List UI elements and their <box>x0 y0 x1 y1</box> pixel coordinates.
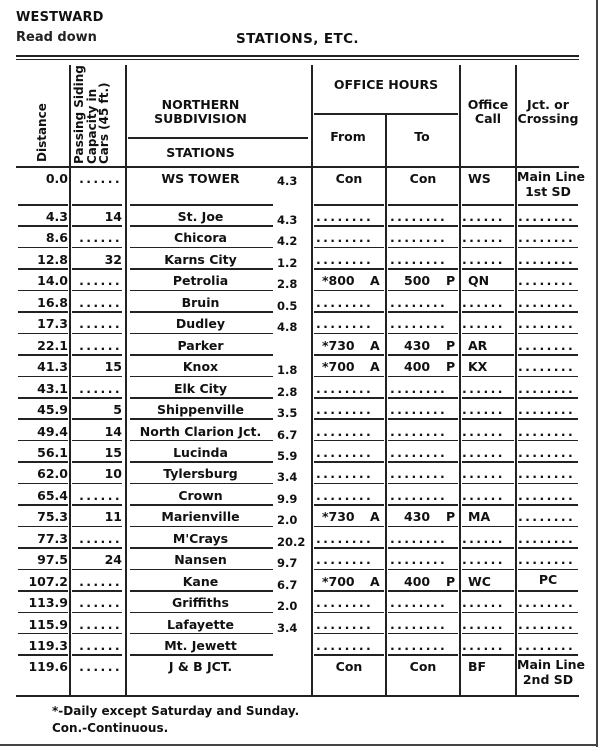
office-to-empty-dots: ........ <box>390 595 448 611</box>
office-call-empty-dots: ...... <box>462 466 505 482</box>
office-from-empty-dots: ........ <box>316 209 374 224</box>
table-row <box>0 421 600 442</box>
siding-empty-dots: ...... <box>79 530 122 546</box>
table-row <box>0 335 600 356</box>
header-rule <box>16 55 579 57</box>
station-name: St. Joe <box>177 209 224 224</box>
office-from-empty-dots: ........ <box>316 616 374 632</box>
siding-capacity-cell: 32 <box>104 251 122 267</box>
station-name: Knox <box>182 359 219 375</box>
office-to-empty-dots: ........ <box>390 380 448 396</box>
office-call-empty-dots: ...... <box>462 251 505 267</box>
inter-station-distance: 1.2 <box>277 255 298 270</box>
siding-empty-dots: ...... <box>79 230 122 246</box>
station-name: Shippenville <box>157 402 244 418</box>
junction-empty-dots: ........ <box>518 294 576 310</box>
column-header-from: From <box>330 129 366 144</box>
office-to-empty-dots: ........ <box>390 466 448 482</box>
inter-station-distance: 4.3 <box>277 174 298 188</box>
passing-header-line3: Cars (45 ft.) <box>97 82 112 164</box>
siding-empty-dots: ...... <box>79 573 122 589</box>
office-call-empty-dots: ...... <box>462 402 505 418</box>
siding-capacity-cell: 15 <box>104 359 122 375</box>
inter-station-distance: 9.9 <box>277 491 298 506</box>
column-header-office-call <box>460 98 516 127</box>
office-from-time: *800 <box>322 273 355 289</box>
table-row <box>0 506 600 527</box>
station-name: Dudley <box>175 316 226 332</box>
office-from-empty-dots: ........ <box>316 595 374 611</box>
distance-cell: 56.1 <box>37 444 68 460</box>
office-from-empty-dots: ........ <box>316 251 374 267</box>
office-call-empty-dots: ...... <box>462 595 505 611</box>
inter-station-distance: 2.8 <box>277 277 298 292</box>
siding-capacity-cell: 15 <box>104 444 122 460</box>
inter-station-distance: 3.5 <box>277 406 298 421</box>
siding-empty-dots: ...... <box>79 380 122 396</box>
office-call-empty-dots: ...... <box>462 294 505 310</box>
office-to-empty-dots: ........ <box>390 487 448 503</box>
office-from-ampm: A <box>370 337 380 353</box>
office-call-code: AR <box>468 337 488 353</box>
office-from-empty-dots: ........ <box>316 423 374 439</box>
office-from-empty-dots: ........ <box>316 466 374 482</box>
office-call-empty-dots: ...... <box>462 552 505 568</box>
distance-cell: 0.0 <box>45 171 68 186</box>
passing-header-line1: Passing Siding <box>72 65 86 164</box>
inter-station-distance: 6.7 <box>277 577 298 592</box>
office-to-empty-dots: ........ <box>390 251 448 267</box>
station-name: WS TOWER <box>161 171 240 186</box>
table-row <box>0 592 600 613</box>
distance-cell: 45.9 <box>37 402 68 418</box>
junction-empty-dots: ........ <box>518 616 576 632</box>
table-row <box>0 399 600 420</box>
office-to-empty-dots: ........ <box>390 444 448 460</box>
distance-cell: 17.3 <box>37 316 68 332</box>
distance-cell: 43.1 <box>37 380 68 396</box>
distance-cell: 12.8 <box>37 251 68 267</box>
jct-line1: Jct. or <box>527 97 569 112</box>
station-name: Lafayette <box>167 616 234 632</box>
junction-line1: Main Line <box>517 657 586 673</box>
station-name: North Clarion Jct. <box>139 423 262 439</box>
distance-header-text: Distance <box>35 103 49 162</box>
junction-empty-dots: ........ <box>518 423 576 439</box>
office-call-empty-dots: ...... <box>462 444 505 460</box>
table-bottom-rule <box>16 695 579 697</box>
office-from-time: *730 <box>322 337 355 353</box>
station-name: Karns City <box>164 251 237 267</box>
junction-empty-dots: ........ <box>518 552 576 568</box>
footnote-daily: *-Daily except Saturday and Sunday. <box>52 704 300 718</box>
station-name: Petrolia <box>172 273 229 289</box>
office-to-empty-dots: ........ <box>390 616 448 632</box>
page-border-bottom <box>0 744 598 746</box>
footnote-continuous: Con.-Continuous. <box>52 721 169 735</box>
junction-empty-dots: ........ <box>518 209 576 224</box>
station-name: Kane <box>182 573 219 589</box>
office-to-ampm: P <box>446 573 456 589</box>
subdivision-header <box>128 98 273 127</box>
office-call-code: MA <box>468 509 491 525</box>
station-name: M'Crays <box>172 530 229 546</box>
table-row <box>0 463 600 484</box>
office-call-empty-dots: ...... <box>462 423 505 439</box>
column-header-office-hours: OFFICE HOURS <box>333 77 439 92</box>
table-row <box>0 313 600 334</box>
station-name: Parker <box>177 337 224 353</box>
junction-empty-dots: ........ <box>518 466 576 482</box>
siding-empty-dots: ...... <box>79 171 122 186</box>
siding-capacity-cell: 11 <box>104 509 122 525</box>
office-to-ampm: P <box>446 359 456 375</box>
inter-station-distance: 4.8 <box>277 320 298 335</box>
junction-empty-dots: ........ <box>518 509 576 525</box>
junction-empty-dots: ........ <box>518 402 576 418</box>
office-from-empty-dots: ........ <box>316 230 374 246</box>
inter-station-distance: 4.3 <box>277 213 298 227</box>
office-call-line1: Office <box>467 97 509 112</box>
distance-cell: 22.1 <box>37 337 68 353</box>
inter-station-distance: 2.0 <box>277 599 298 614</box>
office-call-empty-dots: ...... <box>462 380 505 396</box>
office-call-code: KX <box>468 359 488 375</box>
junction-line2: 2nd SD <box>522 672 574 688</box>
office-call-code: QN <box>468 273 490 289</box>
distance-cell: 97.5 <box>37 552 68 568</box>
siding-empty-dots: ...... <box>79 616 122 632</box>
office-to-empty-dots: ........ <box>390 294 448 310</box>
office-from-empty-dots: ........ <box>316 380 374 396</box>
office-to-time: 400 <box>404 573 431 589</box>
distance-cell: 14.0 <box>37 273 68 289</box>
office-to-time: 400 <box>404 359 431 375</box>
station-name: Marienville <box>161 509 240 525</box>
distance-cell: 49.4 <box>37 423 68 439</box>
jct-line2: Crossing <box>517 111 579 127</box>
page-title: STATIONS, ETC. <box>236 31 359 47</box>
table-row <box>0 656 600 694</box>
inter-station-distance: 4.2 <box>277 234 298 249</box>
station-name: Elk City <box>173 380 228 396</box>
station-name: Bruin <box>181 294 220 310</box>
junction-line1: Main Line <box>517 169 586 184</box>
table-row <box>0 571 600 592</box>
junction-empty-dots: ........ <box>518 316 576 332</box>
office-to-empty-dots: ........ <box>390 230 448 246</box>
table-row <box>0 168 600 206</box>
column-header-distance <box>36 103 49 162</box>
office-call-empty-dots: ...... <box>462 487 505 503</box>
table-row <box>0 356 600 377</box>
read-direction-label: Read down <box>16 30 97 45</box>
table-row <box>0 614 600 635</box>
junction-empty-dots: ........ <box>518 444 576 460</box>
junction-empty-dots: ........ <box>518 380 576 396</box>
junction-line2: 1st SD <box>525 184 571 199</box>
office-from-time: *700 <box>322 573 355 589</box>
office-from-time: *700 <box>322 359 355 375</box>
table-row <box>0 206 600 227</box>
office-from-time: Con <box>335 171 363 186</box>
junction-empty-dots: ........ <box>518 337 576 353</box>
office-to-ampm: P <box>446 509 456 525</box>
office-call-empty-dots: ...... <box>462 316 505 332</box>
office-from-ampm: A <box>370 509 380 525</box>
office-call-empty-dots: ...... <box>462 209 505 224</box>
station-name: Griffiths <box>172 595 229 611</box>
office-call-empty-dots: ...... <box>462 230 505 246</box>
office-to-empty-dots: ........ <box>390 530 448 546</box>
station-name: Nansen <box>174 552 227 568</box>
column-header-jct <box>516 98 580 127</box>
siding-empty-dots: ...... <box>79 659 122 675</box>
table-row <box>0 249 600 270</box>
office-from-empty-dots: ........ <box>316 444 374 460</box>
subdivision-line1: NORTHERN <box>161 97 240 112</box>
siding-empty-dots: ...... <box>79 337 122 353</box>
distance-cell: 75.3 <box>37 509 68 525</box>
station-name: J & B JCT. <box>168 659 233 675</box>
junction-empty-dots: ........ <box>518 251 576 267</box>
column-header-to: To <box>414 129 430 144</box>
junction-line1: PC <box>538 571 558 587</box>
office-to-empty-dots: ........ <box>390 552 448 568</box>
inter-station-distance: 6.7 <box>277 427 298 442</box>
distance-cell: 16.8 <box>37 294 68 310</box>
office-call-empty-dots: ...... <box>462 530 505 546</box>
distance-cell: 4.3 <box>45 209 68 224</box>
header-rule-thin <box>16 59 579 60</box>
table-row <box>0 485 600 506</box>
office-to-time: Con <box>409 659 437 675</box>
inter-station-distance: 3.4 <box>277 470 298 485</box>
office-to-ampm: P <box>446 337 456 353</box>
office-to-empty-dots: ........ <box>390 209 448 224</box>
inter-station-distance: 5.9 <box>277 448 298 463</box>
siding-capacity-cell: 14 <box>104 209 122 224</box>
siding-empty-dots: ...... <box>79 595 122 611</box>
distance-cell: 41.3 <box>37 359 68 375</box>
office-to-time: 430 <box>404 337 431 353</box>
table-row <box>0 292 600 313</box>
office-from-ampm: A <box>370 573 380 589</box>
column-header-passing-siding <box>73 65 111 164</box>
siding-empty-dots: ...... <box>79 487 122 503</box>
office-to-ampm: P <box>446 273 456 289</box>
distance-cell: 119.3 <box>28 638 68 653</box>
inter-station-distance: 9.7 <box>277 556 298 571</box>
junction-empty-dots: ........ <box>518 638 576 653</box>
distance-cell: 119.6 <box>28 659 68 675</box>
office-to-empty-dots: ........ <box>390 423 448 439</box>
station-name: Tylersburg <box>163 466 238 482</box>
inter-station-distance: 1.8 <box>277 363 298 378</box>
office-from-empty-dots: ........ <box>316 487 374 503</box>
station-name: Mt. Jewett <box>164 638 237 653</box>
siding-capacity-cell: 14 <box>104 423 122 439</box>
table-row <box>0 378 600 399</box>
office-to-empty-dots: ........ <box>390 316 448 332</box>
junction-empty-dots: ........ <box>518 359 576 375</box>
station-name: Crown <box>178 487 223 503</box>
passing-header-line2: Capacity in <box>84 88 99 164</box>
siding-empty-dots: ...... <box>79 273 122 289</box>
subdivision-line2: SUBDIVISION <box>154 111 247 127</box>
office-to-time: 500 <box>404 273 431 289</box>
table-row <box>0 528 600 549</box>
distance-cell: 113.9 <box>28 595 68 611</box>
inter-station-distance: 20.2 <box>277 534 306 549</box>
table-row <box>0 635 600 656</box>
inter-station-distance: 0.5 <box>277 298 298 313</box>
junction-empty-dots: ........ <box>518 530 576 546</box>
inter-station-distance: 3.4 <box>277 620 298 635</box>
distance-cell: 65.4 <box>37 487 68 503</box>
table-row <box>0 270 600 291</box>
table-row <box>0 549 600 570</box>
siding-capacity-cell: 10 <box>104 466 122 482</box>
office-call-code: WS <box>468 171 491 186</box>
office-from-empty-dots: ........ <box>316 552 374 568</box>
office-from-time: *730 <box>322 509 355 525</box>
office-call-code: WC <box>468 573 491 589</box>
office-from-empty-dots: ........ <box>316 402 374 418</box>
office-from-empty-dots: ........ <box>316 638 374 653</box>
office-from-ampm: A <box>370 273 380 289</box>
siding-empty-dots: ...... <box>79 638 122 653</box>
distance-cell: 8.6 <box>45 230 68 246</box>
office-call-code: BF <box>468 659 487 675</box>
station-name: Chicora <box>174 230 227 246</box>
junction-empty-dots: ........ <box>518 230 576 246</box>
junction-empty-dots: ........ <box>518 273 576 289</box>
column-header-stations: STATIONS <box>166 145 235 160</box>
office-to-time: 430 <box>404 509 431 525</box>
table-row <box>0 227 600 248</box>
direction-label: WESTWARD <box>16 10 104 25</box>
office-from-empty-dots: ........ <box>316 316 374 332</box>
siding-empty-dots: ...... <box>79 294 122 310</box>
inter-station-distance: 2.0 <box>277 513 298 528</box>
distance-cell: 77.3 <box>37 530 68 546</box>
station-name: Lucinda <box>173 444 228 460</box>
junction-empty-dots: ........ <box>518 487 576 503</box>
siding-empty-dots: ...... <box>79 316 122 332</box>
office-to-time: Con <box>409 171 437 186</box>
office-from-empty-dots: ........ <box>316 294 374 310</box>
office-from-time: Con <box>335 659 363 675</box>
office-to-empty-dots: ........ <box>390 638 448 653</box>
siding-capacity-cell: 5 <box>113 402 122 418</box>
distance-cell: 115.9 <box>28 616 68 632</box>
office-from-ampm: A <box>370 359 380 375</box>
office-from-empty-dots: ........ <box>316 530 374 546</box>
office-to-empty-dots: ........ <box>390 402 448 418</box>
stations-header-rule <box>128 137 308 139</box>
siding-capacity-cell: 24 <box>104 552 122 568</box>
office-call-line2: Call <box>474 111 502 127</box>
inter-station-distance: 2.8 <box>277 384 298 399</box>
table-row <box>0 442 600 463</box>
office-call-empty-dots: ...... <box>462 616 505 632</box>
distance-cell: 62.0 <box>37 466 68 482</box>
junction-empty-dots: ........ <box>518 595 576 611</box>
office-call-empty-dots: ...... <box>462 638 505 653</box>
distance-cell: 107.2 <box>28 573 68 589</box>
